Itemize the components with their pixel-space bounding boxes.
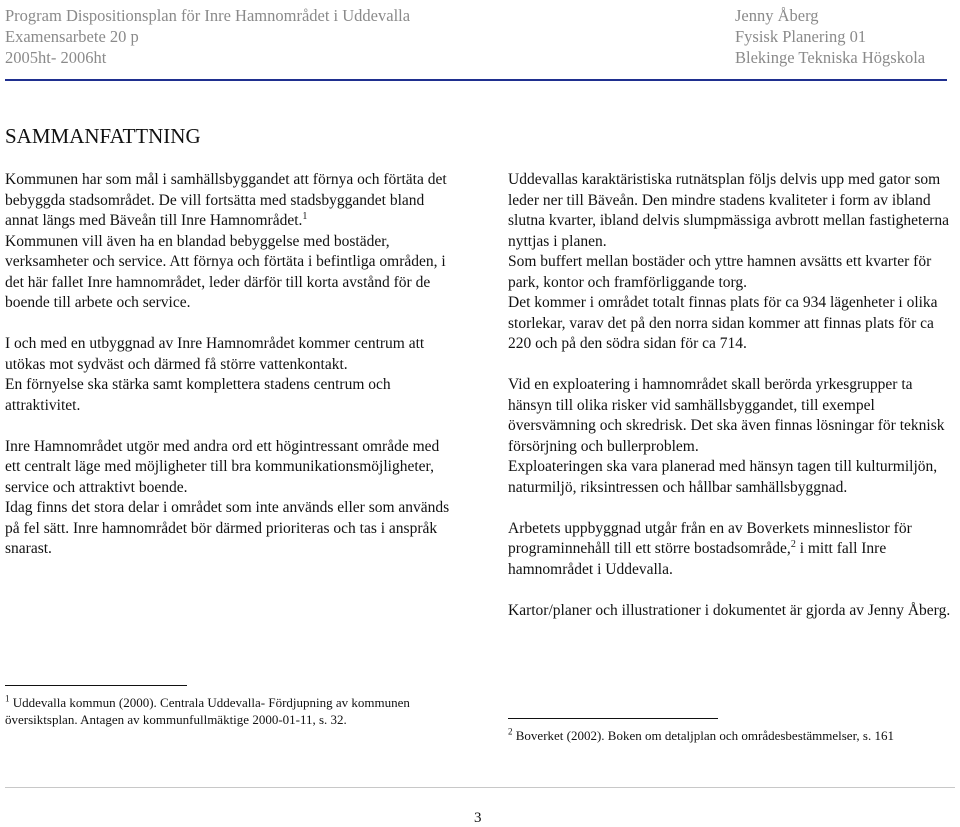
- footnote-1-text: Uddevalla kommun (2000). Centrala Uddevalla- Fördjupning av kommunen översiktsplan. Antagen av kommunfullmäktige 2000-01-11, s. 32.: [5, 695, 410, 727]
- header-project-title: Program Dispositionsplan för Inre Hamnområdet i Uddevalla: [5, 6, 411, 25]
- paragraph-2-text-b: En förnyelse ska stärka samt komplettera stadens centrum och attraktivitet.: [5, 376, 391, 414]
- footnote-1-number: 1: [5, 693, 10, 704]
- paragraph-3-text-a: Inre Hamnområdet utgör med andra ord ett högintressant område med ett centralt läge med möjligheter till bra kommunikationsmöjligheter, service och attraktivt boende.: [5, 437, 440, 496]
- paragraph-4-text-a: Uddevallas karaktäristiska rutnätsplan följs delvis upp med gator som leder ner till Bäveån. Den mindre stadens kvaliteter i form av ibland slutna kvarter, ibland delvis slumpmässiga avbrott mellan fastigheterna nyttjas i planen.: [508, 171, 950, 250]
- paragraph-5-text-a: Vid en exploatering i hamnområdet skall berörda yrkesgrupper ta hänsyn till olika risker vid samhällsbyggandet, till exempel översvämning och skredrisk. Det ska även finnas lösningar för teknisk försörjning och bullerproblem.: [508, 376, 945, 455]
- paragraph-5-text-b: Exploateringen ska vara planerad med hänsyn tagen till kulturmiljön, naturmiljö, riksintressen och hållbar samhällsbyggnad.: [508, 458, 938, 496]
- paragraph-5: [508, 375, 960, 498]
- left-column: [5, 170, 453, 560]
- header-program: Fysisk Planering 01: [735, 27, 867, 46]
- footnote-rule-left: [5, 685, 187, 686]
- paragraph-1-text-b: Kommunen vill även ha en blandad bebyggelse med bostäder, verksamheter och service. Att förnya och förtäta i befintliga områden, i det här fallet Inre hamnområdet, leder därför till korta avstånd för de boende till arbete och service.: [5, 232, 446, 311]
- header-left: [5, 5, 410, 68]
- header-rule: [5, 79, 947, 81]
- paragraph-1-text-a: Kommunen har som mål i samhällsbyggandet att förnya och förtäta det bebyggda stadsområdet. De vill fortsätta med stadsbyggandet bland annat längs med Bäveån till Inre Hamnområdet.: [5, 171, 447, 229]
- right-column: [508, 170, 960, 621]
- footer-rule: [5, 787, 955, 788]
- paragraph-2: [5, 334, 453, 416]
- paragraph-6-text-a: Arbetets uppbyggnad utgår från en av Boverkets minneslistor för programinnehåll till ett större bostadsområde,: [508, 519, 912, 557]
- footnote-2: [508, 727, 953, 744]
- footnote-rule-right: [508, 718, 718, 719]
- paragraph-3-text-b: Idag finns det stora delar i området som inte används eller som används på fel sätt. Inre hamnområdet bör därmed prioriteras och tas i anspråk snarast.: [5, 499, 450, 557]
- header-term: 2005ht- 2006ht: [5, 48, 107, 67]
- footnote-ref-2: 2: [790, 538, 796, 550]
- header-course: Examensarbete 20 p: [5, 27, 139, 46]
- paragraph-4: [508, 170, 960, 355]
- header-school: Blekinge Tekniska Högskola: [735, 48, 926, 67]
- header-right: [735, 5, 925, 68]
- paragraph-1: [5, 170, 453, 314]
- footnote-2-text: Boverket (2002). Boken om detaljplan och områdesbestämmelser, s. 161: [515, 728, 894, 743]
- paragraph-4-text-b: Som buffert mellan bostäder och yttre hamnen avsätts ett kvarter för park, kontor och framförliggande torg.: [508, 253, 932, 291]
- header-author: Jenny Åberg: [735, 6, 819, 25]
- paragraph-3: [5, 437, 453, 560]
- footnote-ref-1: 1: [302, 210, 308, 222]
- paragraph-2-text-a: I och med en utbyggnad av Inre Hamnområdet kommer centrum att utökas mot sydväst och därmed få större vattenkontakt.: [5, 335, 425, 373]
- paragraph-7: Kartor/planer och illustrationer i dokumentet är gjorda av Jenny Åberg.: [508, 601, 951, 619]
- footnote-2-number: 2: [508, 726, 513, 737]
- paragraph-4-text-c: Det kommer i området totalt finnas plats för ca 934 lägenheter i olika storlekar, varav det på den norra sidan kommer att finnas plats för ca 220 och på den södra sidan för ca 714.: [508, 294, 938, 352]
- page-number: 3: [474, 810, 482, 826]
- paragraph-6: [508, 519, 960, 581]
- footnote-1: [5, 694, 450, 728]
- paragraph-6-text-b: i mitt fall Inre hamnområdet i Uddevalla.: [508, 540, 887, 578]
- section-title: SAMMANFATTNING: [5, 124, 201, 148]
